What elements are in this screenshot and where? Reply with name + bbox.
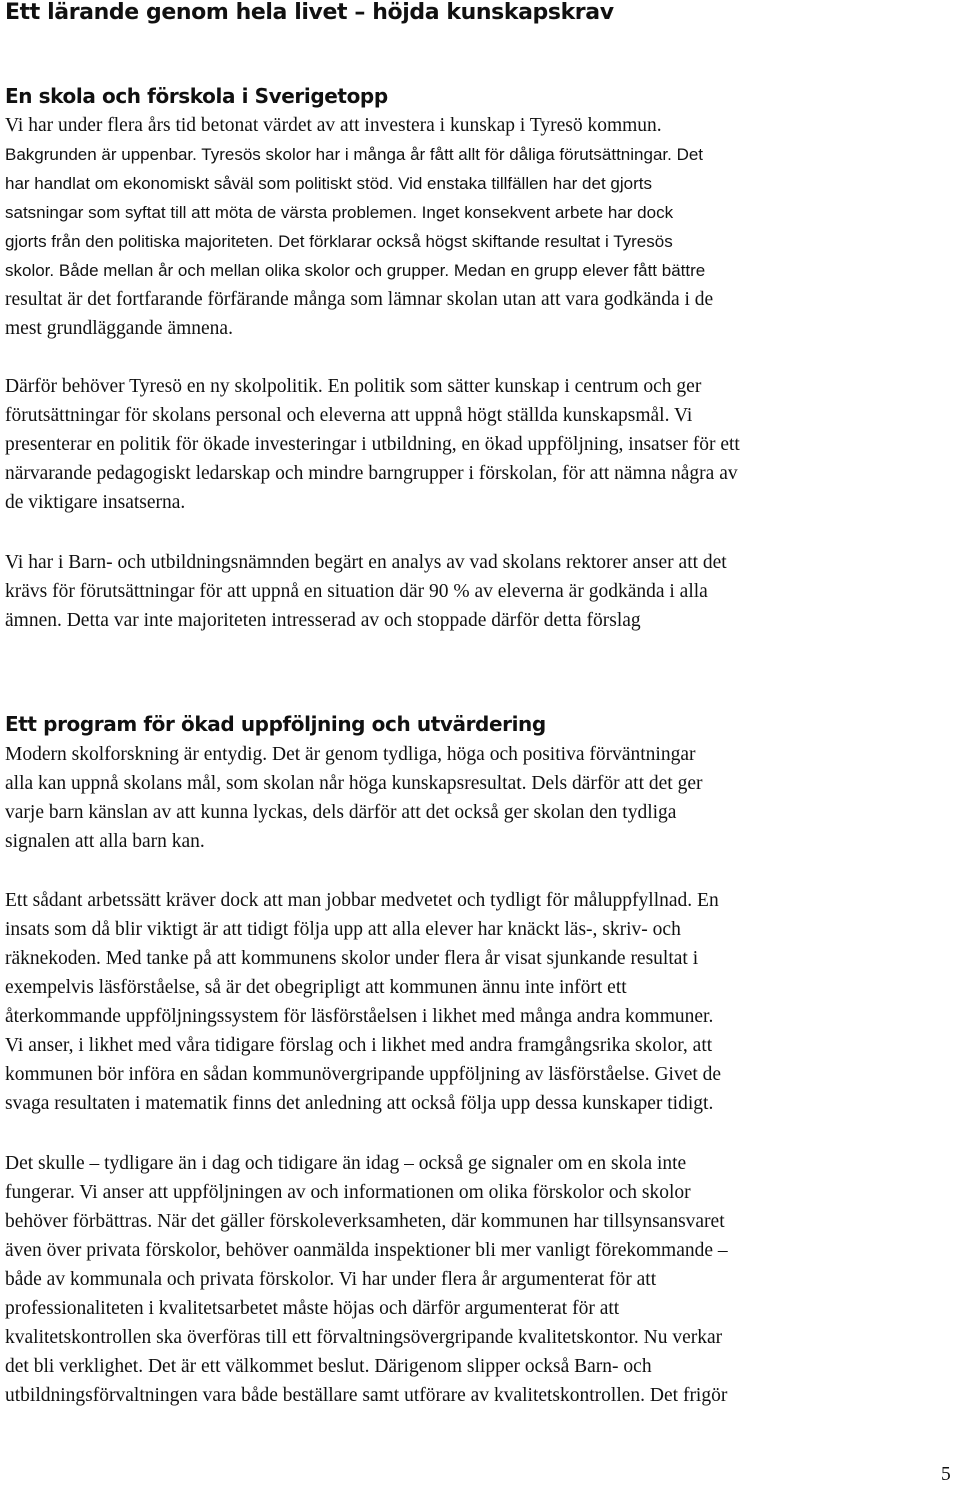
paragraph-line: Vi har i Barn- och utbildningsnämnden begärt en analys av vad skolans rektorer anser att det	[5, 552, 727, 573]
paragraph-line: Vi anser, i likhet med våra tidigare förslag och i likhet med andra framgångsrika skolor, att	[5, 1035, 713, 1056]
paragraph-line: signalen att alla barn kan.	[5, 831, 205, 852]
paragraph	[5, 111, 955, 343]
paragraph-line: krävs för förutsättningar för att uppnå en situation där 90 % av eleverna är godkända i alla	[5, 581, 708, 602]
paragraph-line: Det skulle – tydligare än i dag och tidigare än idag – också ge signaler om en skola inte	[5, 1153, 687, 1174]
paragraph-line: Modern skolforskning är entydig. Det är genom tydliga, höga och positiva förväntningar	[5, 744, 696, 765]
paragraph-line: insats som då blir viktigt är att tidigt följa upp att alla elever har knäckt läs-, skriv- och	[5, 919, 681, 940]
paragraph-line: professionaliteten i kvalitetsarbetet måste höjas och därför argumenterat för att	[5, 1298, 620, 1319]
paragraph-line: Bakgrunden är uppenbar. Tyresös skolor har i många år fått allt för dåliga förutsättningar. Det	[5, 145, 704, 164]
paragraph-line: presenterar en politik för ökade investeringar i utbildning, en ökad uppföljning, insatser för ett	[5, 434, 740, 455]
paragraph-line: förutsättningar för skolans personal och eleverna att uppnå högt ställda kunskapsmål. Vi	[5, 405, 693, 426]
paragraph-line: Ett sådant arbetssätt kräver dock att man jobbar medvetet och tydligt för måluppfyllnad. En	[5, 890, 719, 911]
paragraph-line: satsningar som syftat till att möta de värsta problemen. Inget konsekvent arbete har dock	[5, 203, 674, 222]
paragraph	[5, 372, 955, 517]
paragraph	[5, 886, 955, 1118]
paragraph-line: kommunen bör införa en sådan kommunövergripande uppföljning av läsförståelse. Givet de	[5, 1064, 722, 1085]
paragraph-line: har handlat om ekonomiskt såväl som politiskt stöd. Vid enstaka tillfällen har det gjorts	[5, 174, 652, 193]
paragraph-line: resultat är det fortfarande förfärande många som lämnar skolan utan att vara godkända i de	[5, 289, 714, 310]
paragraph-line: alla kan uppnå skolans mål, som skolan når höga kunskapsresultat. Dels därför att det ger	[5, 773, 703, 794]
paragraph	[5, 740, 955, 856]
section-heading-sverigetopp: En skola och förskola i Sverigetopp	[5, 84, 388, 108]
section-heading-uppfoljning: Ett program för ökad uppföljning och utvärdering	[5, 712, 546, 736]
paragraph-line: behöver förbättras. När det gäller förskoleverksamheten, där kommunen har tillsynsansvaret	[5, 1211, 725, 1232]
paragraph-line: utbildningsförvaltningen vara både beställare samt utförare av kvalitetskontrollen. Det frigör	[5, 1385, 728, 1406]
paragraph-line: även över privata förskolor, behöver oanmälda inspektioner bli mer vanligt förekommande –	[5, 1240, 728, 1261]
page-number: 5	[941, 1464, 951, 1485]
paragraph	[5, 548, 955, 635]
paragraph-line: fungerar. Vi anser att uppföljningen av och informationen om olika förskolor och skolor	[5, 1182, 691, 1203]
paragraph-line: svaga resultaten i matematik finns det anledning att också följa upp dessa kunskaper tidigt.	[5, 1093, 714, 1114]
paragraph-line: både av kommunala och privata förskolor. Vi har under flera år argumenterat för att	[5, 1269, 657, 1290]
paragraph-line: de viktigare insatserna.	[5, 492, 186, 513]
paragraph-line: Därför behöver Tyresö en ny skolpolitik. En politik som sätter kunskap i centrum och ger	[5, 376, 702, 397]
paragraph-line: Vi har under flera års tid betonat värdet av att investera i kunskap i Tyresö kommun.	[5, 115, 662, 136]
paragraph-line: återkommande uppföljningssystem för läsförståelsen i likhet med många andra kommuner.	[5, 1006, 714, 1027]
paragraph-line: varje barn känslan av att kunna lyckas, dels därför att det också ger skolan den tydliga	[5, 802, 677, 823]
document-title: Ett lärande genom hela livet – höjda kunskapskrav	[5, 0, 614, 25]
paragraph-line: skolor. Både mellan år och mellan olika skolor och grupper. Medan en grupp elever fått bättre	[5, 261, 706, 280]
paragraph-line: räknekoden. Med tanke på att kommunens skolor under flera år visat sjunkande resultat i	[5, 948, 699, 969]
paragraph-line: närvarande pedagogiskt ledarskap och mindre barngrupper i förskolan, för att nämna några av	[5, 463, 738, 484]
paragraph-line: gjorts från den politiska majoriteten. Det förklarar också högst skiftande resultat i Tyresös	[5, 232, 673, 251]
paragraph-line: det bli verklighet. Det är ett välkommet beslut. Därigenom slipper också Barn- och	[5, 1356, 652, 1377]
paragraph-line: ämnen. Detta var inte majoriteten intresserad av och stoppade därför detta förslag	[5, 610, 641, 631]
paragraph-line: exempelvis läsförståelse, så är det obegripligt att kommunen ännu inte infört ett	[5, 977, 627, 998]
paragraph-line: mest grundläggande ämnena.	[5, 318, 233, 339]
paragraph-line: kvalitetskontrollen ska överföras till ett förvaltningsövergripande kvalitetskontor. Nu verkar	[5, 1327, 723, 1348]
paragraph	[5, 1149, 955, 1410]
